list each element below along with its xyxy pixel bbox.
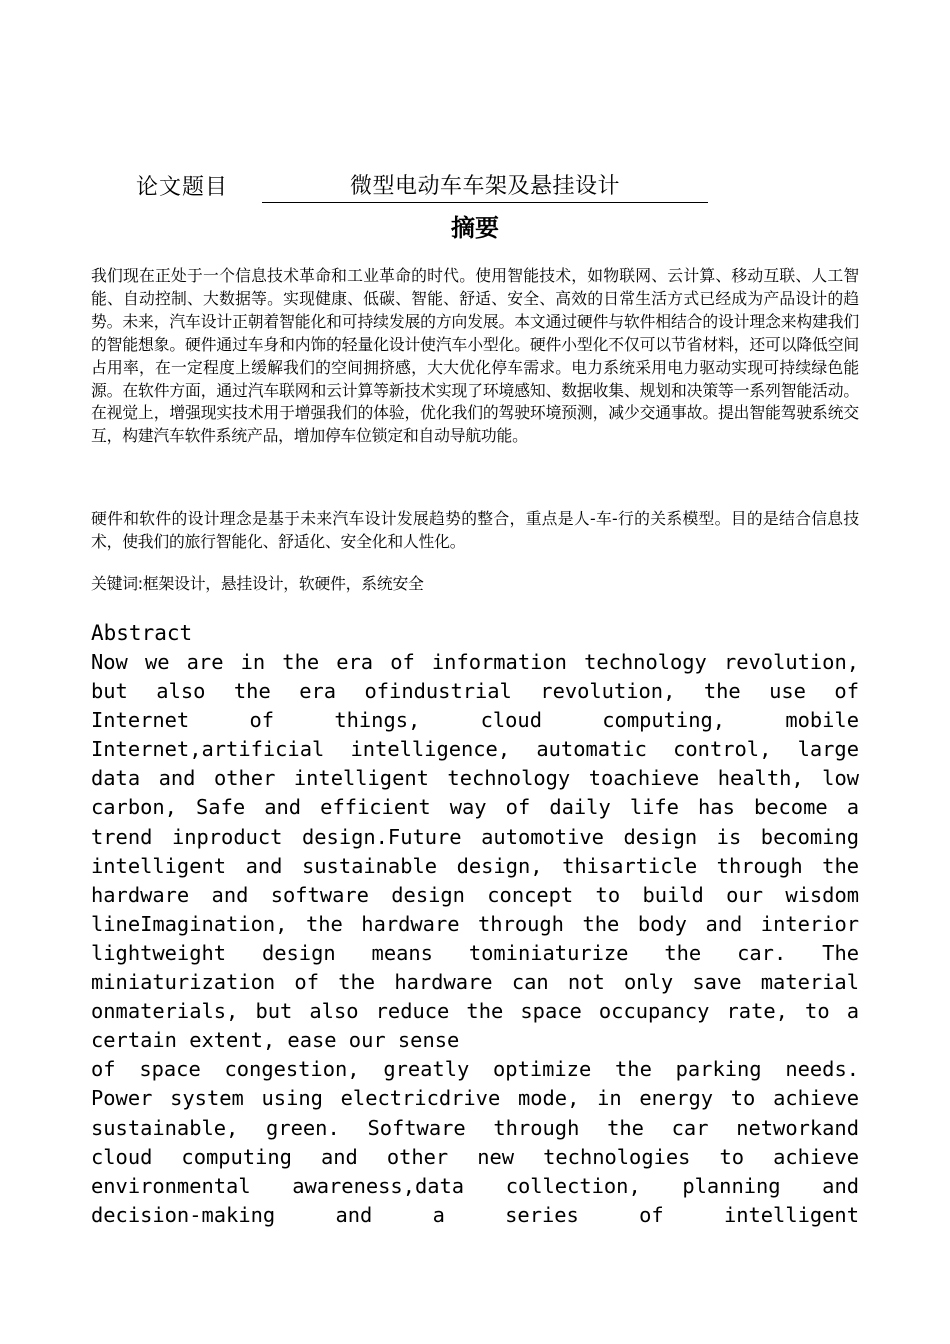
abstract-cn-heading: 摘要 bbox=[451, 214, 499, 242]
abstract-en-line: certain extent, ease our sense bbox=[91, 1028, 460, 1053]
abstract-en-line: sustainable, green. Software through the car networkand bbox=[91, 1115, 859, 1140]
abstract-en-line: miniaturization of the hardware can not only save material bbox=[91, 970, 859, 995]
abstract-en-body bbox=[91, 648, 859, 1230]
abstract-en-line: carbon, Safe and efficient way of daily life has become a bbox=[91, 795, 859, 820]
abstract-en-line: cloud computing and other new technologies to achieve bbox=[91, 1144, 859, 1169]
abstract-en-line: Power system using electricdrive mode, in energy to achieve bbox=[91, 1086, 859, 1111]
abstract-en-line: decision-making and a series of intelligent bbox=[91, 1202, 859, 1227]
abstract-cn-paragraph-2: 硬件和软件的设计理念是基于未来汽车设计发展趋势的整合，重点是人-车-行的关系模型。目的是结合信息技术，使我们的旅行智能化、舒适化、安全化和人性化。 bbox=[91, 509, 859, 551]
abstract-en-line: lineImagination, the hardware through the body and interior bbox=[91, 911, 859, 936]
abstract-en-line: Internet,artificial intelligence, automatic control, large bbox=[91, 737, 859, 762]
abstract-en-line: onmaterials, but also reduce the space occupancy rate, to a bbox=[91, 999, 859, 1024]
abstract-en-heading: Abstract bbox=[91, 621, 193, 645]
abstract-en-line: environmental awareness,data collection, planning and bbox=[91, 1173, 859, 1198]
thesis-title-row bbox=[136, 172, 716, 204]
thesis-title-label: 论文题目 bbox=[136, 175, 229, 200]
abstract-en-line: lightweight design means tominiaturize the car. The bbox=[91, 940, 859, 965]
abstract-en-line: Internet of things, cloud computing, mobile bbox=[91, 708, 859, 733]
abstract-en-line: of space congestion, greatly optimize the parking needs. bbox=[91, 1057, 859, 1082]
thesis-title-value: 微型电动车车架及悬挂设计 bbox=[262, 172, 708, 203]
abstract-en-line: trend inproduct design.Future automotive design is becoming bbox=[91, 824, 859, 849]
abstract-cn-paragraph-1: 我们现在正处于一个信息技术革命和工业革命的时代。使用智能技术，如物联网、云计算、移动互联、人工智能、自动控制、大数据等。实现健康、低碳、智能、舒适、安全、高效的日常生活方式已经成为产品设计的趋势。未来，汽车设计正朝着智能化和可持续发展的方向发展。本文通过硬件与软件相结合的设计理念来构建我们的智能想象。硬件通过车身和内饰的轻量化设计使汽车小型化。硬件小型化不仅可以节省材料，还可以降低空间占用率，在一定程度上缓解我们的空间拥挤感，大大优化停车需求。电力系统采用电力驱动实现可持续绿色能源。在软件方面，通过汽车联网和云计算等新技术实现了环境感知、数据收集、规划和决策等一系列智能活动。在视觉上，增强现实技术用于增强我们的体验，优化我们的驾驶环境预测，减少交通事故。提出智能驾驶系统交互，构建汽车软件系统产品，增加停车位锁定和自动导航功能。 bbox=[91, 266, 859, 446]
abstract-en-line: but also the era ofindustrial revolution, the use of bbox=[91, 679, 859, 704]
abstract-en-line: intelligent and sustainable design, thisarticle through the bbox=[91, 853, 859, 878]
abstract-en-line: hardware and software design concept to build our wisdom bbox=[91, 882, 859, 907]
keywords-line: 关键词:框架设计，悬挂设计，软硬件，系统安全 bbox=[91, 574, 424, 593]
abstract-en-line: data and other intelligent technology toachieve health, low bbox=[91, 766, 859, 791]
abstract-en-line: Now we are in the era of information technology revolution, bbox=[91, 650, 859, 674]
